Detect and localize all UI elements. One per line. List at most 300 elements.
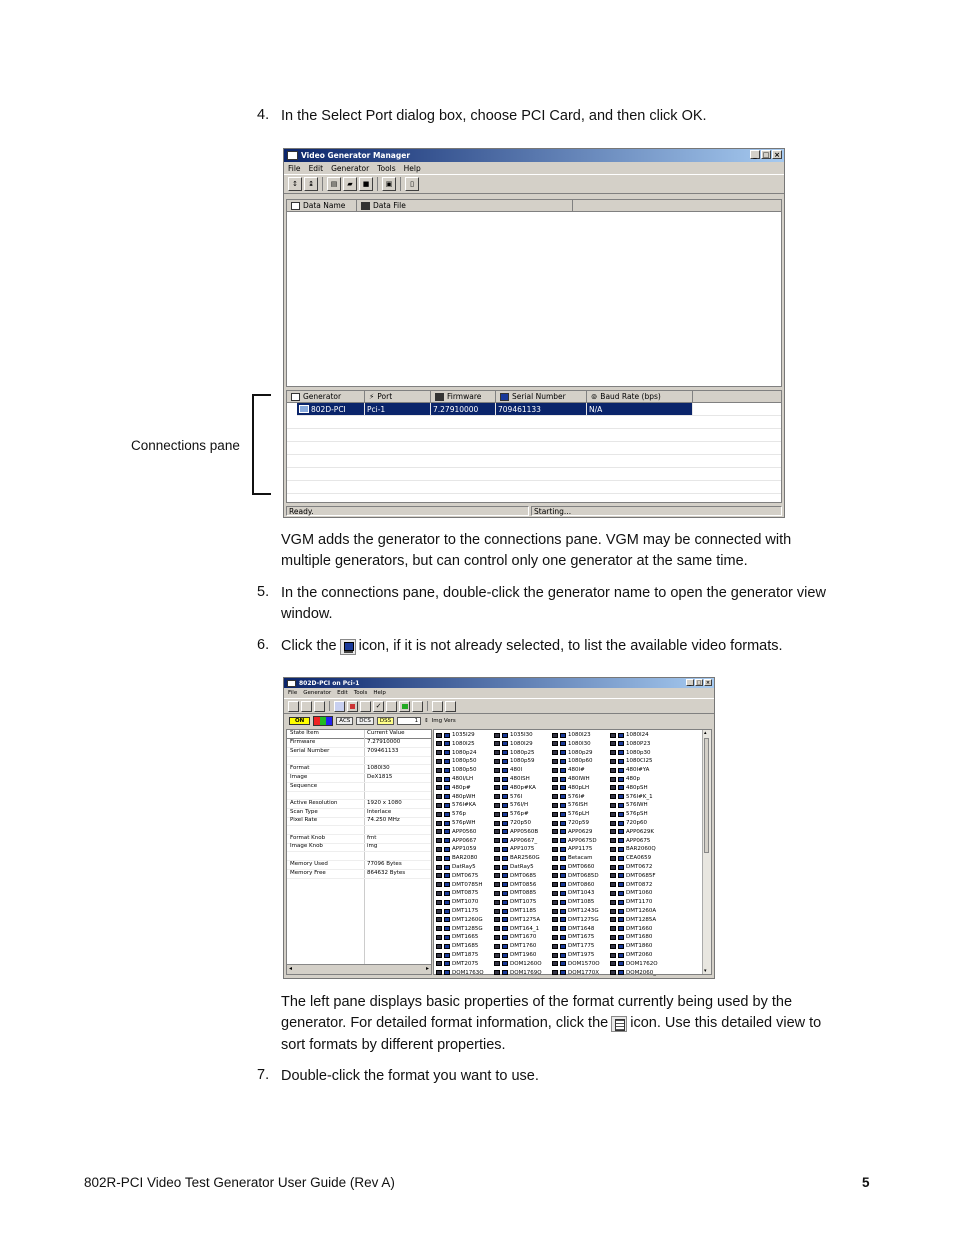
format-item[interactable]	[494, 767, 522, 773]
format-item[interactable]	[552, 899, 594, 905]
monitor-icon	[444, 777, 450, 782]
minimize-button[interactable]: _	[750, 150, 760, 159]
refresh-icon[interactable]	[445, 701, 456, 712]
menu-edit[interactable]: Edit	[308, 163, 324, 173]
format-name: DMT1243G	[568, 908, 599, 914]
menu-file[interactable]: File	[288, 163, 301, 173]
monitor-icon	[560, 803, 566, 808]
format-type-icon	[494, 794, 500, 799]
format-item[interactable]	[436, 961, 478, 967]
format-item[interactable]	[610, 926, 652, 932]
format-item[interactable]	[494, 926, 539, 932]
format-item[interactable]	[552, 882, 594, 888]
gen-menu-tools[interactable]: Tools	[353, 690, 368, 696]
format-item[interactable]	[610, 864, 652, 870]
format-item[interactable]	[494, 934, 536, 940]
open-folder-icon[interactable]: ▰	[343, 177, 357, 191]
property-row[interactable]	[287, 852, 431, 861]
format-item[interactable]	[436, 855, 477, 861]
format-item[interactable]	[552, 794, 585, 800]
gen-output-bar	[284, 714, 714, 727]
format-item[interactable]	[610, 873, 656, 879]
format-item[interactable]	[610, 855, 651, 861]
format-item[interactable]	[494, 776, 530, 782]
spinner-icon[interactable]: ⇕	[424, 717, 429, 724]
format-item[interactable]	[552, 838, 597, 844]
format-item[interactable]	[552, 811, 589, 817]
format-item[interactable]	[552, 873, 599, 879]
property-row[interactable]	[287, 756, 431, 765]
format-item[interactable]	[552, 890, 594, 896]
monitor-icon	[618, 812, 624, 817]
format-item[interactable]	[436, 952, 478, 958]
format-item[interactable]	[610, 952, 652, 958]
property-row[interactable]	[287, 783, 431, 792]
col-data-file[interactable]: Data File	[357, 200, 573, 211]
format-item[interactable]	[610, 785, 648, 791]
format-item[interactable]	[436, 820, 476, 826]
monitor-icon	[560, 856, 566, 861]
format-type-icon	[610, 838, 616, 843]
format-type-icon	[552, 733, 558, 738]
format-name: DMT1043	[568, 890, 595, 897]
format-item[interactable]	[552, 943, 594, 949]
format-name: APP0560B	[510, 828, 539, 835]
format-item[interactable]	[436, 926, 483, 932]
format-name: DMT0672	[626, 864, 653, 870]
format-type-icon	[552, 970, 558, 975]
property-row[interactable]	[287, 765, 431, 774]
formats-vscrollbar[interactable]: ▴ ▾	[702, 730, 711, 974]
connection-row[interactable]	[297, 403, 781, 416]
format-item[interactable]	[436, 908, 478, 914]
data-pane[interactable]	[286, 199, 782, 387]
property-key: Active Resolution	[290, 799, 338, 806]
save-icon[interactable]: ■	[359, 177, 373, 191]
property-row[interactable]	[287, 748, 431, 757]
format-name: 1080p25	[510, 749, 535, 756]
format-item[interactable]	[436, 785, 471, 791]
format-item[interactable]	[552, 758, 593, 764]
format-type-icon	[552, 812, 558, 817]
format-item[interactable]	[552, 934, 594, 940]
format-item[interactable]	[436, 864, 476, 870]
format-item[interactable]	[610, 758, 652, 764]
format-name: 576I/H	[510, 802, 529, 809]
monitor-icon	[502, 741, 508, 746]
format-item[interactable]	[494, 846, 534, 852]
property-row[interactable]	[287, 826, 431, 835]
format-name: DMT1085	[568, 899, 595, 906]
format-name: DatRay5	[452, 864, 476, 870]
format-item[interactable]	[610, 732, 649, 738]
rgb-toggle[interactable]	[313, 716, 333, 726]
format-item[interactable]	[610, 820, 647, 826]
format-item[interactable]	[494, 750, 535, 756]
property-row[interactable]	[287, 774, 431, 783]
image-icon[interactable]	[399, 701, 410, 712]
img-version-input[interactable]: 1	[397, 717, 421, 725]
gen-menu-help[interactable]: Help	[373, 690, 386, 696]
monitor-icon	[502, 777, 508, 782]
gen-tool-1-icon[interactable]	[288, 701, 299, 712]
format-item[interactable]	[552, 785, 589, 791]
vgm-title-bar	[284, 149, 784, 162]
col-data-name[interactable]: Data Name	[287, 200, 357, 211]
format-item[interactable]	[552, 802, 588, 808]
format-type-icon	[552, 926, 558, 931]
monitor-icon	[444, 917, 450, 922]
format-item[interactable]	[494, 970, 542, 976]
format-item[interactable]	[610, 802, 648, 808]
col-port[interactable]: ⚡ Port	[365, 391, 431, 402]
format-item[interactable]	[494, 732, 533, 738]
dcs-button[interactable]: DCS	[356, 717, 374, 725]
gen-toolbar	[284, 698, 714, 714]
format-item[interactable]	[494, 943, 536, 949]
format-item[interactable]	[610, 890, 652, 896]
format-item[interactable]	[552, 820, 589, 826]
col-generator[interactable]: Generator	[287, 391, 365, 402]
format-name: 1080I23	[568, 732, 591, 738]
format-type-icon	[436, 935, 442, 940]
monitor-icon	[618, 856, 624, 861]
prop-header-value[interactable]: Current Value	[367, 730, 405, 736]
property-row[interactable]	[287, 835, 431, 844]
format-item[interactable]	[436, 802, 476, 808]
format-item[interactable]	[610, 838, 650, 844]
acs-button[interactable]: ACS	[336, 717, 353, 725]
format-item[interactable]	[436, 750, 477, 756]
format-item[interactable]	[494, 873, 536, 879]
monitor-icon	[502, 803, 508, 808]
pattern-icon[interactable]	[360, 701, 371, 712]
format-item[interactable]	[436, 776, 473, 782]
formats-pane[interactable]	[433, 729, 712, 975]
check-icon[interactable]: ✓	[373, 701, 384, 712]
format-item[interactable]	[610, 741, 650, 747]
format-item[interactable]	[494, 890, 536, 896]
format-item[interactable]	[610, 899, 652, 905]
format-type-icon	[436, 917, 442, 922]
monitor-icon	[618, 768, 624, 773]
step-5-line-1: In the connections pane, double-click the generator name to open the generator view	[281, 585, 826, 601]
monitor-icon	[618, 917, 624, 922]
format-name: 576I#	[568, 793, 585, 800]
format-name: 576IWH	[626, 802, 648, 809]
format-type-icon	[610, 944, 616, 949]
menu-generator[interactable]: Generator	[331, 163, 370, 173]
color-icon[interactable]	[347, 701, 358, 712]
format-item[interactable]	[436, 767, 477, 773]
format-item[interactable]	[610, 961, 658, 967]
format-name: DatRay5	[510, 864, 534, 870]
props-hscrollbar[interactable]: ◂ ▸	[289, 965, 429, 972]
format-item[interactable]	[610, 970, 656, 976]
format-item[interactable]	[552, 908, 599, 914]
on-button[interactable]: ON	[289, 717, 310, 725]
format-item[interactable]	[494, 820, 531, 826]
format-type-icon	[494, 917, 500, 922]
gen-tool-2-icon[interactable]	[301, 701, 312, 712]
format-item[interactable]	[436, 890, 478, 896]
monitor-icon	[618, 741, 624, 746]
format-name: DMT1685	[452, 943, 479, 950]
format-item[interactable]	[552, 961, 600, 967]
property-key: Format	[290, 765, 310, 772]
gen-close-button[interactable]: ×	[705, 680, 711, 686]
edit-icon[interactable]	[386, 701, 397, 712]
format-item[interactable]	[436, 829, 476, 835]
format-item[interactable]	[436, 838, 476, 844]
format-item[interactable]	[552, 917, 599, 923]
format-item[interactable]	[494, 864, 534, 870]
format-item[interactable]	[436, 794, 476, 800]
format-item[interactable]	[610, 943, 652, 949]
format-item[interactable]	[436, 917, 483, 923]
format-name: DMT1960	[510, 952, 537, 958]
format-type-icon	[610, 953, 616, 958]
format-name: DOM1769O	[510, 969, 542, 976]
monitor-icon	[560, 935, 566, 940]
format-item[interactable]	[610, 811, 648, 817]
monitor-icon	[444, 944, 450, 949]
format-item[interactable]	[552, 970, 599, 976]
format-item[interactable]	[610, 767, 649, 773]
monitor-icon	[618, 785, 624, 790]
format-item[interactable]	[436, 741, 475, 747]
property-key: Pixel Rate	[290, 817, 318, 824]
format-item[interactable]	[494, 741, 533, 747]
prop-header-item[interactable]: State Item	[290, 730, 319, 736]
generator-cell[interactable]: 802D-PCI	[297, 403, 365, 415]
document-icon	[291, 202, 300, 210]
format-item[interactable]	[436, 970, 484, 976]
format-name: 576I#KA	[452, 802, 477, 809]
dss-button[interactable]: DSS	[377, 717, 394, 725]
format-type-icon	[552, 829, 558, 834]
menu-help[interactable]: Help	[403, 163, 421, 173]
monitor-icon	[618, 803, 624, 808]
format-item[interactable]	[610, 776, 640, 782]
connections-pane[interactable]	[286, 390, 782, 503]
format-type-icon	[436, 926, 442, 931]
format-type-icon	[610, 909, 616, 914]
format-item[interactable]	[610, 794, 653, 800]
format-name: BAR2560G	[510, 855, 540, 862]
format-type-icon	[552, 909, 558, 914]
format-item[interactable]	[610, 750, 651, 756]
disconnect-icon[interactable]: ↨	[304, 177, 318, 191]
format-type-icon	[610, 733, 616, 738]
format-item[interactable]	[494, 829, 538, 835]
format-name: 1080p59	[510, 758, 535, 765]
format-item[interactable]	[494, 952, 536, 958]
format-name: 720p60	[626, 820, 647, 826]
delete-icon[interactable]: ▯	[405, 177, 419, 191]
new-icon[interactable]: ▤	[327, 177, 341, 191]
format-item[interactable]	[436, 899, 478, 905]
format-name: APP0629K	[626, 828, 654, 835]
format-item[interactable]	[494, 785, 536, 791]
format-item[interactable]	[552, 732, 591, 738]
col-serial-number[interactable]: Serial Number	[496, 391, 587, 402]
gen-title: 802D-PCI on Pci-1	[299, 679, 360, 687]
format-name: APP0675D	[568, 837, 597, 844]
format-item[interactable]	[494, 838, 537, 844]
monitor-icon	[502, 953, 508, 958]
format-name: DMT0785H	[452, 881, 483, 888]
font-icon[interactable]	[432, 701, 443, 712]
format-item[interactable]	[494, 961, 542, 967]
step-4-number: 4.	[257, 107, 270, 123]
format-item[interactable]	[436, 758, 477, 764]
properties-pane[interactable]	[286, 729, 432, 975]
format-name: 1080I24	[626, 732, 649, 738]
format-item[interactable]	[610, 908, 656, 914]
col-baud-rate[interactable]: ⊚ Baud Rate (bps)	[587, 391, 693, 402]
format-item[interactable]	[436, 811, 466, 817]
format-item[interactable]	[436, 846, 476, 852]
gen-tool-3-icon[interactable]	[314, 701, 325, 712]
format-item[interactable]	[494, 882, 536, 888]
format-item[interactable]	[552, 829, 592, 835]
format-item[interactable]	[552, 767, 585, 773]
monitor-icon	[618, 865, 624, 870]
monitor-icon	[444, 961, 450, 966]
format-name: 480I#YA	[626, 767, 650, 774]
format-item[interactable]	[552, 952, 594, 958]
format-item[interactable]	[494, 794, 522, 800]
format-type-icon	[436, 812, 442, 817]
monitor-icon	[618, 935, 624, 940]
format-item[interactable]	[436, 934, 478, 940]
format-item[interactable]	[494, 758, 535, 764]
format-item[interactable]	[494, 811, 529, 817]
detail-view-icon[interactable]	[412, 701, 423, 712]
generator-view-icon[interactable]: ▣	[382, 177, 396, 191]
format-item[interactable]	[552, 741, 591, 747]
format-item[interactable]	[552, 864, 594, 870]
format-name: APP0629	[568, 828, 593, 835]
format-name: DMT1670	[510, 934, 537, 941]
format-type-icon	[494, 750, 500, 755]
format-item[interactable]	[494, 802, 528, 808]
format-name: 1080p60	[568, 758, 593, 765]
format-name: DMT0872	[626, 881, 653, 888]
format-item[interactable]	[552, 926, 594, 932]
format-type-icon	[494, 812, 500, 817]
format-type-icon	[552, 803, 558, 808]
format-type-icon	[494, 909, 500, 914]
format-item[interactable]	[610, 917, 656, 923]
format-name: DMT1648	[568, 925, 595, 932]
format-type-icon	[436, 733, 442, 738]
format-name: APP1075	[510, 846, 535, 853]
format-item[interactable]	[494, 855, 540, 861]
format-item[interactable]	[610, 934, 652, 940]
monitor-icon	[560, 768, 566, 773]
monitor-icon	[618, 759, 624, 764]
col-firmware[interactable]: Firmware	[431, 391, 496, 402]
connect-icon[interactable]: ↕	[288, 177, 302, 191]
property-row[interactable]	[287, 800, 431, 809]
connections-bracket	[252, 394, 271, 495]
close-button[interactable]: ×	[772, 150, 782, 159]
property-row[interactable]	[287, 791, 431, 800]
property-key: Memory Free	[290, 869, 326, 876]
format-item[interactable]	[494, 899, 536, 905]
format-item[interactable]	[610, 846, 656, 852]
property-row[interactable]	[287, 817, 431, 826]
monitor-icon	[560, 944, 566, 949]
gen-minimize-button[interactable]: _	[686, 679, 694, 686]
format-name: 480ISH	[510, 776, 530, 782]
property-row[interactable]	[287, 809, 431, 818]
monitor-icon	[618, 891, 624, 896]
format-name: CEA0659	[626, 855, 652, 862]
format-type-icon	[610, 865, 616, 870]
monitor-icon	[444, 768, 450, 773]
gen-menu-generator[interactable]: Generator	[303, 690, 332, 696]
format-name: 1035I30	[510, 732, 533, 738]
monitor-icon	[444, 865, 450, 870]
monitor-icon	[444, 909, 450, 914]
gen-maximize-button[interactable]: □	[696, 680, 702, 686]
generator-view-toggle-icon[interactable]	[334, 701, 345, 712]
property-row[interactable]	[287, 843, 431, 852]
maximize-button[interactable]: □	[762, 151, 770, 159]
format-item[interactable]	[552, 855, 592, 861]
monitor-icon	[618, 953, 624, 958]
format-item[interactable]	[610, 829, 654, 835]
property-key: Memory Used	[290, 860, 328, 867]
format-item[interactable]	[494, 917, 540, 923]
gen-menu-file[interactable]: File	[288, 690, 298, 696]
monitor-icon	[444, 759, 450, 764]
menu-tools[interactable]: Tools	[377, 163, 396, 173]
format-name: DOM1260O	[510, 960, 542, 967]
format-item[interactable]	[436, 882, 482, 888]
monitor-icon	[618, 873, 624, 878]
monitor-icon	[502, 961, 508, 966]
monitor-icon	[502, 900, 508, 905]
format-type-icon	[610, 785, 616, 790]
format-type-icon	[552, 882, 558, 887]
property-row[interactable]	[287, 870, 431, 879]
format-item[interactable]	[436, 943, 478, 949]
monitor-icon	[444, 926, 450, 931]
format-name: DOM1570O	[568, 960, 600, 967]
format-item[interactable]	[494, 908, 536, 914]
format-type-icon	[552, 750, 558, 755]
monitor-icon	[444, 829, 450, 834]
format-item[interactable]	[552, 846, 592, 852]
format-item[interactable]	[436, 873, 478, 879]
property-value: DeX1815	[367, 773, 393, 780]
gen-menu-edit[interactable]: Edit	[337, 690, 348, 696]
format-item[interactable]	[436, 732, 475, 738]
monitor-icon	[502, 891, 508, 896]
format-type-icon	[494, 882, 500, 887]
format-item[interactable]	[610, 882, 652, 888]
format-item[interactable]	[552, 776, 590, 782]
format-item[interactable]	[552, 750, 593, 756]
format-name: DOM1763O	[452, 969, 484, 976]
property-row[interactable]	[287, 739, 431, 748]
property-row[interactable]	[287, 861, 431, 870]
monitor-icon	[560, 926, 566, 931]
